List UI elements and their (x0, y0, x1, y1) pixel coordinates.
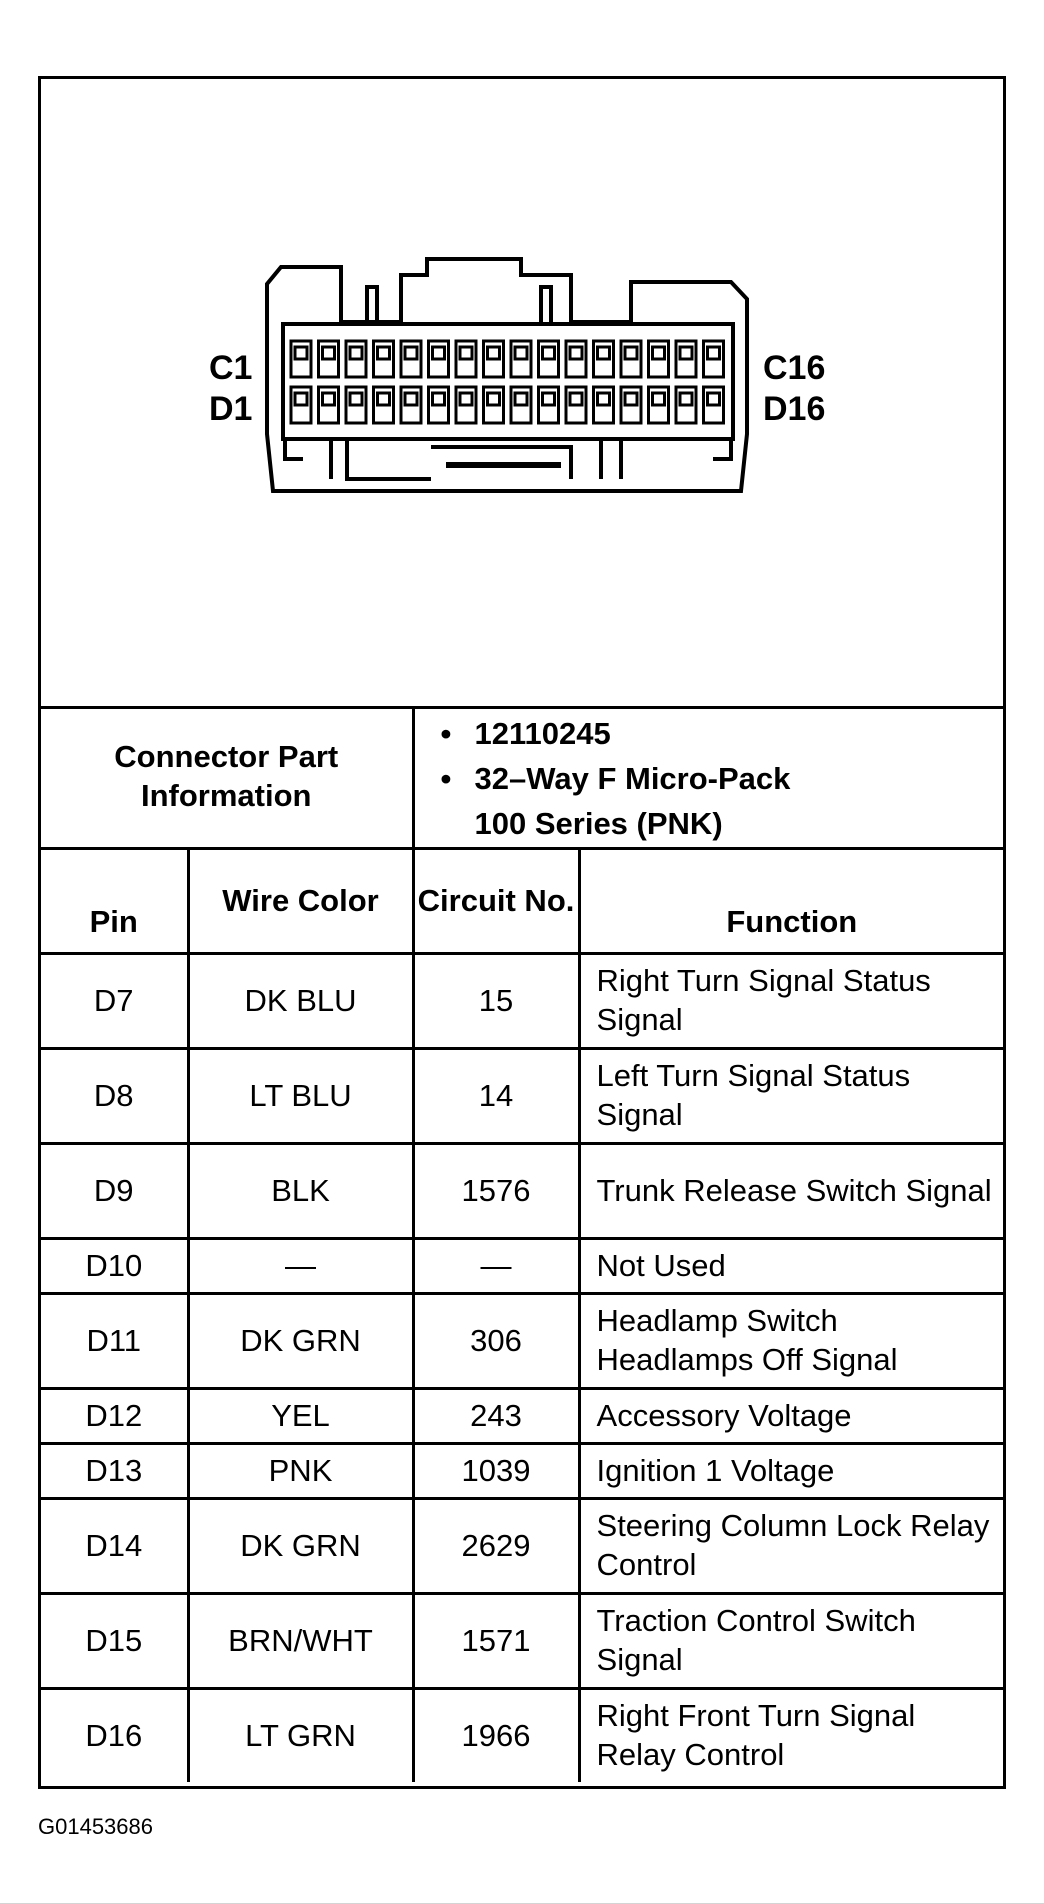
cavity-terminal (295, 347, 307, 359)
cell-circuit-no: — (413, 1239, 579, 1294)
cell-function: Trunk Release Switch Signal (579, 1144, 1003, 1239)
cavity-terminal (405, 347, 417, 359)
cell-wire-color: DK BLU (188, 954, 413, 1049)
cell-function: Traction Control Switch Signal (579, 1594, 1003, 1689)
cell-wire-color: DK GRN (188, 1294, 413, 1389)
cavity-terminal (405, 393, 417, 405)
cell-wire-color: LT BLU (188, 1049, 413, 1144)
connector-type: • 32–Way F Micro-Pack (475, 760, 1004, 799)
cell-pin: D10 (41, 1239, 188, 1294)
cell-function: Not Used (579, 1239, 1003, 1294)
table-row (41, 954, 1003, 1049)
cell-pin: D12 (41, 1389, 188, 1444)
cavity-terminal (543, 393, 555, 405)
cavity-terminal (433, 393, 445, 405)
cavity-terminal (323, 347, 335, 359)
cell-function: Headlamp Switch Headlamps Off Signal (579, 1294, 1003, 1389)
label-d1: D1 (209, 390, 253, 428)
cell-wire-color: BRN/WHT (188, 1594, 413, 1689)
table-row (41, 1389, 1003, 1444)
table-row (41, 1239, 1003, 1294)
cavity-terminal (570, 393, 582, 405)
cell-circuit-no: 243 (413, 1389, 579, 1444)
table-row (41, 1049, 1003, 1144)
label-c1: C1 (209, 349, 253, 387)
cavity-terminal (460, 347, 472, 359)
cell-circuit-no: 1966 (413, 1689, 579, 1783)
cell-pin: D9 (41, 1144, 188, 1239)
cavity-terminal (378, 393, 390, 405)
cell-circuit-no: 2629 (413, 1499, 579, 1594)
cavity-terminal (598, 347, 610, 359)
label-c16: C16 (763, 349, 826, 387)
cell-pin: D8 (41, 1049, 188, 1144)
connector-series: 100 Series (PNK) (474, 805, 723, 841)
cell-function: Left Turn Signal Status Signal (579, 1049, 1003, 1144)
cavity-terminal (708, 347, 720, 359)
cavity-terminal (378, 347, 390, 359)
connector-diagram (41, 79, 1003, 709)
cavity-terminal (598, 393, 610, 405)
cell-circuit-no: 15 (413, 954, 579, 1049)
cell-circuit-no: 1571 (413, 1594, 579, 1689)
cavity-terminal (515, 347, 527, 359)
part-info-heading: Connector Part Information (41, 706, 413, 849)
table-row (41, 1499, 1003, 1594)
header-circuit-no: Circuit No. (413, 849, 579, 954)
pinout-table (41, 706, 1003, 1782)
cell-function: Right Turn Signal Status Signal (579, 954, 1003, 1049)
table-row (41, 1444, 1003, 1499)
cell-pin: D7 (41, 954, 188, 1049)
cavity-terminal (295, 393, 307, 405)
cell-wire-color: PNK (188, 1444, 413, 1499)
cell-circuit-no: 1576 (413, 1144, 579, 1239)
cell-wire-color: — (188, 1239, 413, 1294)
table-row (41, 1294, 1003, 1389)
connector-face-drawing (41, 79, 1003, 706)
cavity-terminal (708, 393, 720, 405)
header-function: Function (579, 849, 1003, 954)
cavity-terminal (350, 393, 362, 405)
cavity-terminal (488, 393, 500, 405)
cavity-terminal (460, 393, 472, 405)
cell-circuit-no: 1039 (413, 1444, 579, 1499)
cavity-terminal (680, 347, 692, 359)
cavity-terminal (488, 347, 500, 359)
cavity-terminal (515, 393, 527, 405)
table-row (41, 1144, 1003, 1239)
cavity-terminal (543, 347, 555, 359)
label-d16: D16 (763, 390, 826, 428)
cell-function: Accessory Voltage (579, 1389, 1003, 1444)
cell-wire-color: YEL (188, 1389, 413, 1444)
cell-function: Ignition 1 Voltage (579, 1444, 1003, 1499)
connector-sheet (38, 76, 1006, 1789)
cell-wire-color: LT GRN (188, 1689, 413, 1783)
cavity-terminal (680, 393, 692, 405)
cell-circuit-no: 14 (413, 1049, 579, 1144)
cell-pin: D16 (41, 1689, 188, 1783)
cell-function: Right Front Turn Signal Relay Control (579, 1689, 1003, 1783)
cavity-terminal (653, 393, 665, 405)
table-row (41, 1594, 1003, 1689)
cell-wire-color: BLK (188, 1144, 413, 1239)
cavity-terminal (653, 347, 665, 359)
cell-pin: D13 (41, 1444, 188, 1499)
cell-function: Steering Column Lock Relay Control (579, 1499, 1003, 1594)
header-wire-color: Wire Color (188, 849, 413, 954)
cavity-terminal (625, 393, 637, 405)
cell-pin: D11 (41, 1294, 188, 1389)
cell-circuit-no: 306 (413, 1294, 579, 1389)
cavity-terminal (433, 347, 445, 359)
cavity-terminal (570, 347, 582, 359)
part-number: • 12110245 (475, 715, 1004, 754)
cell-pin: D14 (41, 1499, 188, 1594)
table-row (41, 1689, 1003, 1783)
cavity-terminal (323, 393, 335, 405)
header-row (41, 849, 1003, 954)
part-info-list (413, 706, 1003, 849)
cell-pin: D15 (41, 1594, 188, 1689)
header-pin: Pin (41, 849, 188, 954)
cavity-terminal (350, 347, 362, 359)
figure-id: G01453686 (38, 1814, 153, 1839)
part-info-row (41, 706, 1003, 849)
cell-wire-color: DK GRN (188, 1499, 413, 1594)
cavity-terminal (625, 347, 637, 359)
